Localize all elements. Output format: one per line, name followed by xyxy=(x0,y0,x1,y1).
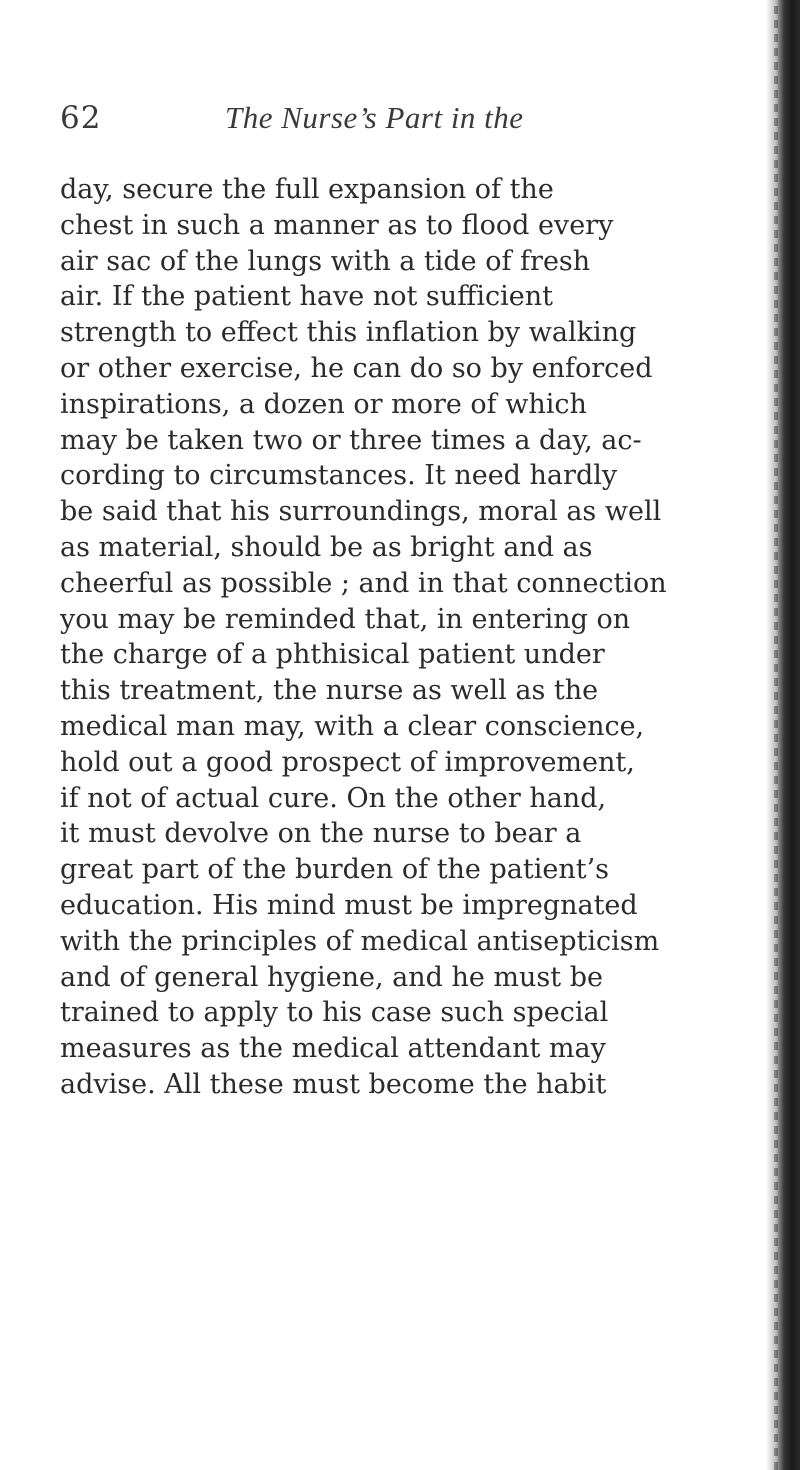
text-line: and of general hygiene, and he must be xyxy=(60,961,603,993)
text-line: it must devolve on the nurse to bear a xyxy=(60,818,582,850)
text-line: trained to apply to his case such special xyxy=(60,997,609,1029)
text-line: you may be reminded that, in entering on xyxy=(60,603,631,635)
text-line: measures as the medical attendant may xyxy=(60,1033,606,1065)
text-line: as material, should be as bright and as xyxy=(60,531,593,563)
text-line: with the principles of medical antisepticism xyxy=(60,925,660,957)
page-header xyxy=(60,100,740,148)
text-line: medical man may, with a clear conscience, xyxy=(60,710,645,742)
text-line: advise. All these must become the habit xyxy=(60,1068,607,1100)
text-line: day, secure the full expansion of the xyxy=(60,174,554,205)
text-line: air. If the patient have not sufficient xyxy=(60,281,553,313)
page-binding-edge xyxy=(766,0,800,1470)
text-line: chest in such a manner as to flood every xyxy=(60,209,614,241)
text-line: strength to effect this inflation by walking xyxy=(60,317,637,349)
text-line: education. His mind must be impregnated xyxy=(60,889,638,921)
text-line: cording to circumstances. It need hardly xyxy=(60,460,618,492)
text-line: be said that his surroundings, moral as well xyxy=(60,496,662,528)
text-line: cheerful as possible ; and in that connection xyxy=(60,567,667,599)
text-line: great part of the burden of the patient’s xyxy=(60,854,610,886)
text-line: if not of actual cure. On the other hand, xyxy=(60,782,607,814)
text-line: may be taken two or three times a day, ac- xyxy=(60,424,642,456)
body-paragraph xyxy=(60,172,770,1103)
page-number: 62 xyxy=(60,100,102,136)
binding-texture xyxy=(774,0,778,1470)
text-line: inspirations, a dozen or more of which xyxy=(60,388,587,420)
running-title: The Nurse’s Part in the xyxy=(225,100,524,135)
text-line: or other exercise, he can do so by enforced xyxy=(60,352,653,384)
text-line: the charge of a phthisical patient under xyxy=(60,639,605,671)
text-line: hold out a good prospect of improvement, xyxy=(60,746,635,778)
text-line: this treatment, the nurse as well as the xyxy=(60,675,599,707)
text-line: air sac of the lungs with a tide of fresh xyxy=(60,245,591,277)
